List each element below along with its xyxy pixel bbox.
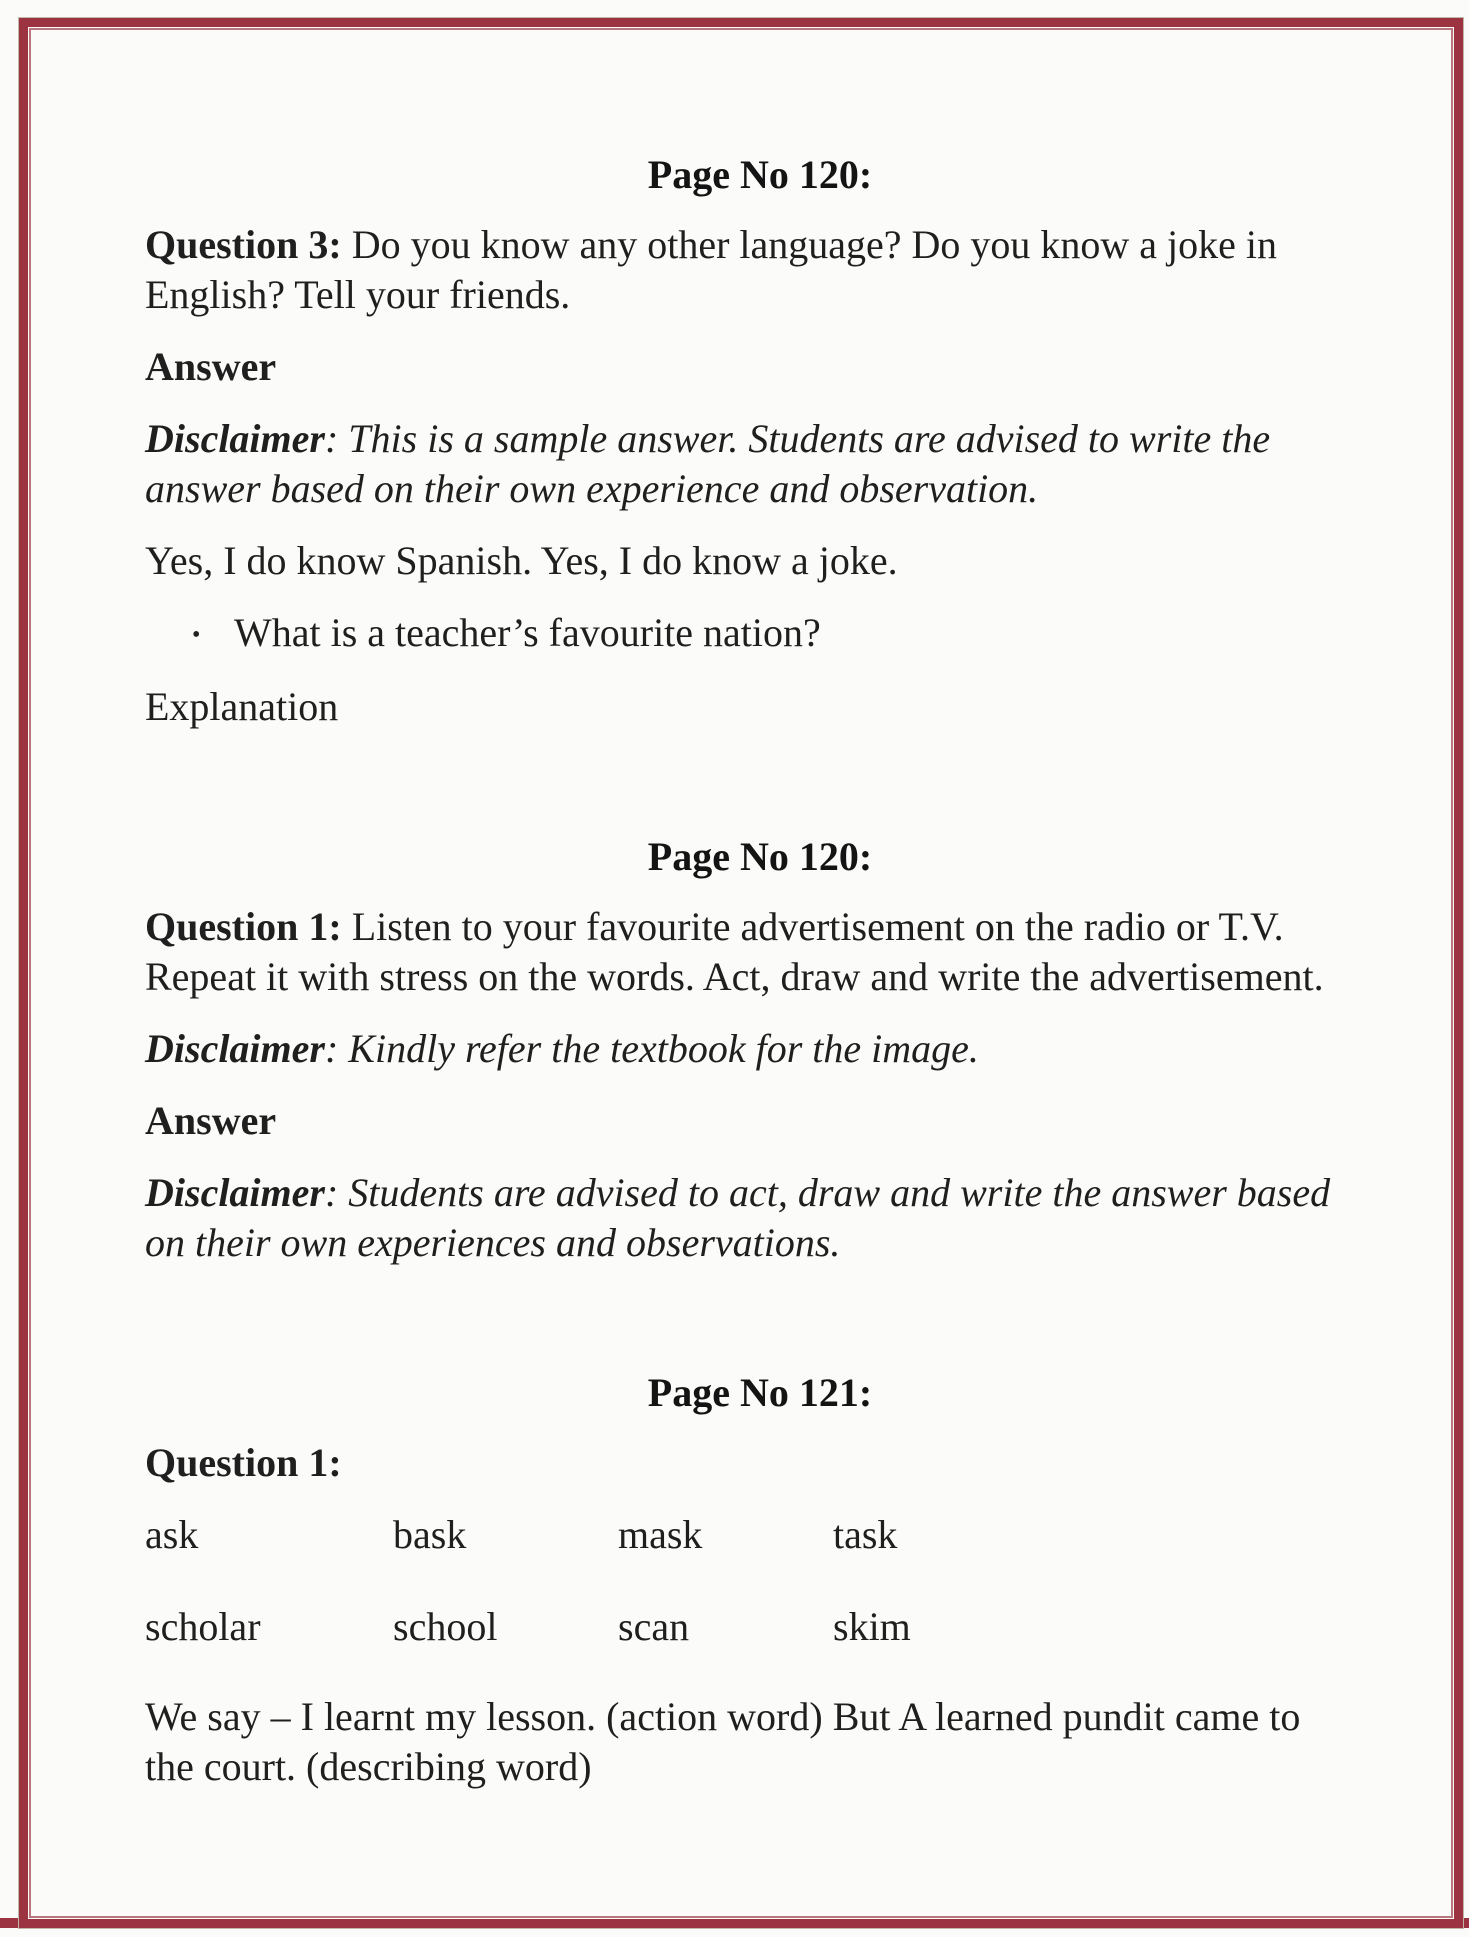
disclaimer-text-line2: on their own experiences and observations. bbox=[145, 1220, 841, 1265]
disclaimer-paragraph bbox=[145, 414, 1375, 514]
disclaimer-label: Disclaimer bbox=[145, 1170, 325, 1215]
question-text-line1: Do you know any other language? Do you know a joke in bbox=[341, 222, 1278, 267]
disclaimer-label: Disclaimer bbox=[145, 1026, 325, 1071]
disclaimer-text: : Kindly refer the textbook for the image. bbox=[324, 1026, 979, 1071]
page-heading: Page No 121: bbox=[647, 1370, 873, 1415]
word-cell: task bbox=[833, 1512, 898, 1557]
answer-label: Answer bbox=[145, 344, 277, 389]
word-cell: skim bbox=[833, 1604, 911, 1649]
word-cell: ask bbox=[145, 1512, 199, 1557]
question-paragraph bbox=[145, 902, 1375, 1002]
word-cell: bask bbox=[393, 1512, 467, 1557]
disclaimer-text-line2: answer based on their own experience and observation. bbox=[145, 466, 1039, 511]
bullet-item-text: What is a teacher’s favourite nation? bbox=[234, 610, 821, 655]
page-heading: Page No 120: bbox=[647, 152, 873, 197]
word-cell: scan bbox=[618, 1604, 690, 1649]
question-paragraph bbox=[145, 220, 1375, 320]
disclaimer-paragraph bbox=[145, 1024, 1375, 1074]
bullet-list-item bbox=[145, 608, 1375, 660]
answer-label: Answer bbox=[145, 1098, 277, 1143]
explanation-label: Explanation bbox=[145, 684, 339, 729]
words-row-1 bbox=[145, 1510, 1375, 1560]
question-text-line2: English? Tell your friends. bbox=[145, 272, 571, 317]
question-label: Question 3: bbox=[145, 222, 342, 267]
question-label: Question 1: bbox=[145, 904, 342, 949]
question-text-line1: Listen to your favourite advertisement on the radio or T.V. bbox=[341, 904, 1284, 949]
note-line2: the court. (describing word) bbox=[145, 1744, 592, 1789]
word-cell: scholar bbox=[145, 1604, 261, 1649]
word-cell: school bbox=[393, 1604, 498, 1649]
disclaimer-text-line1: : Students are advised to act, draw and write the answer based bbox=[324, 1170, 1331, 1215]
question-label: Question 1: bbox=[145, 1440, 342, 1485]
disclaimer-text-line1: : This is a sample answer. Students are advised to write the bbox=[324, 416, 1271, 461]
words-row-2 bbox=[145, 1602, 1375, 1652]
note-paragraph bbox=[145, 1692, 1375, 1792]
question-text-line2: Repeat it with stress on the words. Act, draw and write the advertisement. bbox=[145, 954, 1324, 999]
disclaimer-label: Disclaimer bbox=[145, 416, 325, 461]
page-heading: Page No 120: bbox=[647, 834, 873, 879]
bullet-icon: • bbox=[192, 622, 201, 648]
word-cell: mask bbox=[618, 1512, 703, 1557]
note-line1: We say – I learnt my lesson. (action word) But A learned pundit came to bbox=[145, 1694, 1301, 1739]
document-content bbox=[145, 0, 1375, 1814]
disclaimer-paragraph bbox=[145, 1168, 1375, 1268]
sample-answer-text: Yes, I do know Spanish. Yes, I do know a joke. bbox=[145, 538, 898, 583]
